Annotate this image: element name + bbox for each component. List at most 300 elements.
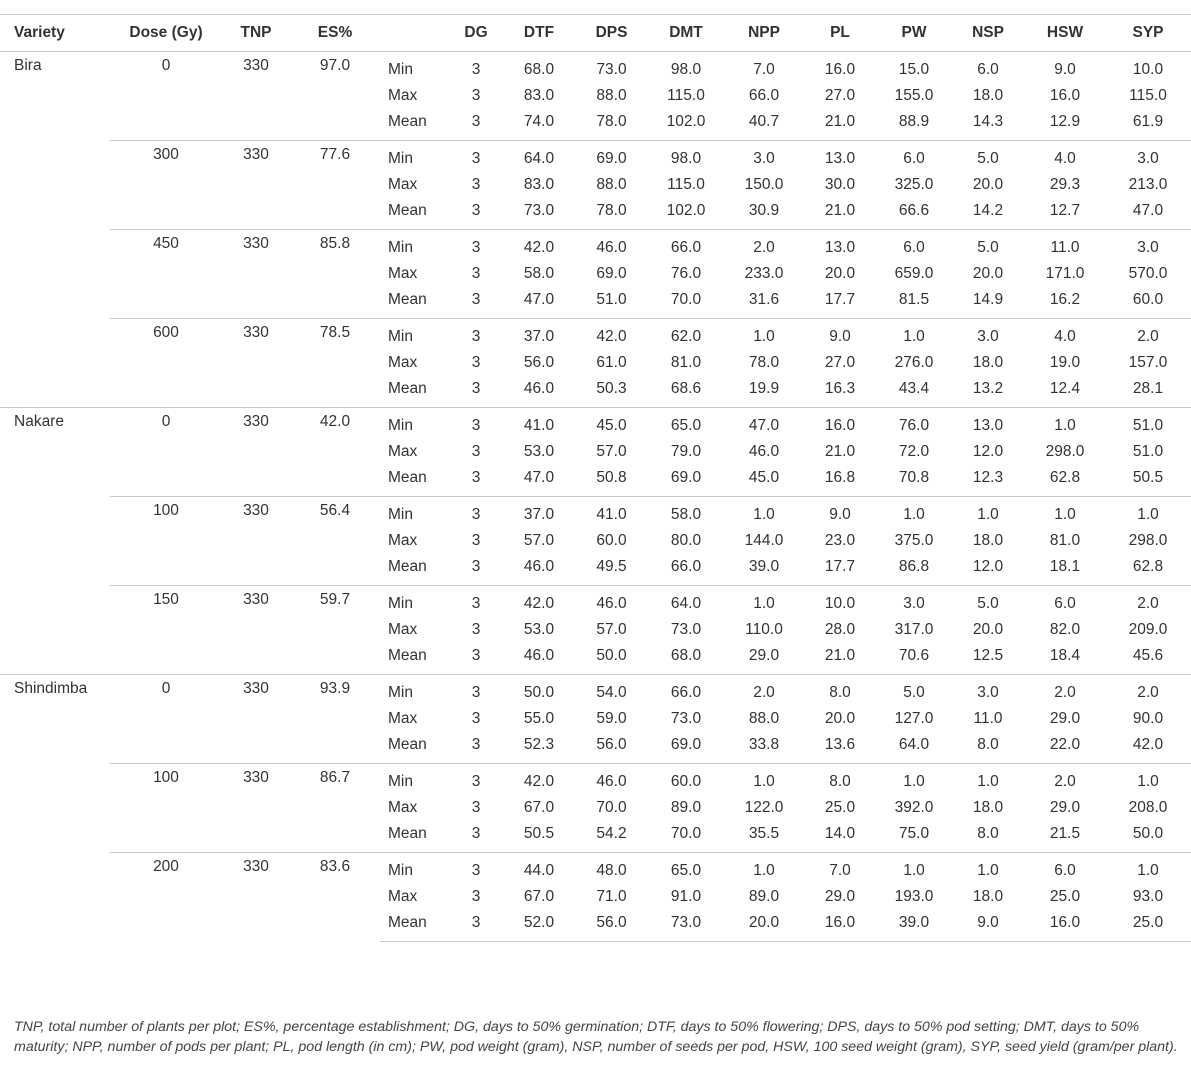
header-dps: DPS bbox=[576, 15, 647, 52]
es-cell: 85.8 bbox=[290, 230, 380, 319]
pw-cell: 70.8 bbox=[898, 469, 930, 486]
dmt-cell: 64.0 bbox=[647, 586, 725, 618]
npp-cell: 2.0 bbox=[725, 675, 803, 707]
nsp-cell: 8.0 bbox=[977, 736, 999, 753]
dtf-cell: 50.5 bbox=[523, 825, 555, 842]
dps-cell: 57.0 bbox=[596, 621, 627, 638]
header-dtf: DTF bbox=[502, 15, 576, 52]
hsw-cell: 12.7 bbox=[1049, 202, 1081, 219]
dmt-cell: 98.0 bbox=[670, 61, 702, 78]
variety-cell bbox=[0, 230, 110, 319]
npp-cell: 31.6 bbox=[748, 291, 780, 308]
tnp-cell: 330 bbox=[222, 408, 290, 497]
stat-label-cell: Mean bbox=[388, 825, 427, 842]
npp-cell: 45.0 bbox=[748, 469, 780, 486]
nsp-cell: 20.0 bbox=[972, 265, 1004, 282]
nsp-cell: 18.0 bbox=[972, 888, 1004, 905]
hsw-cell: 4.0 bbox=[1025, 141, 1105, 173]
hsw-cell: 81.0 bbox=[1049, 532, 1081, 549]
npp-cell: 39.0 bbox=[748, 558, 780, 575]
pw-cell: 1.0 bbox=[877, 764, 951, 796]
stat-label-cell: Max bbox=[388, 799, 418, 816]
table-row bbox=[0, 586, 1191, 618]
dps-cell: 78.0 bbox=[596, 113, 627, 130]
dmt-cell: 73.0 bbox=[647, 910, 725, 942]
dmt-cell: 66.0 bbox=[670, 558, 702, 575]
dg-cell: 3 bbox=[471, 647, 481, 664]
dps-cell: 56.0 bbox=[596, 736, 627, 753]
data-table bbox=[0, 14, 1191, 942]
dmt-cell: 62.0 bbox=[647, 319, 725, 351]
stat-label-cell: Min bbox=[380, 408, 450, 440]
dps-cell: 56.0 bbox=[576, 910, 647, 942]
dps-cell: 73.0 bbox=[596, 61, 627, 78]
syp-cell: 3.0 bbox=[1105, 141, 1191, 173]
pw-cell: 1.0 bbox=[877, 319, 951, 351]
dtf-cell: 83.0 bbox=[523, 87, 555, 104]
dg-cell: 3 bbox=[450, 586, 502, 618]
dtf-cell: 67.0 bbox=[523, 799, 555, 816]
pl-cell: 13.0 bbox=[803, 141, 877, 173]
pl-cell: 14.0 bbox=[824, 825, 856, 842]
syp-cell: 3.0 bbox=[1105, 230, 1191, 262]
dps-cell: 57.0 bbox=[596, 443, 627, 460]
npp-cell: 35.5 bbox=[748, 825, 780, 842]
npp-cell: 150.0 bbox=[744, 176, 784, 193]
dmt-cell: 80.0 bbox=[670, 532, 702, 549]
syp-cell: 2.0 bbox=[1105, 319, 1191, 351]
stat-label-cell: Mean bbox=[388, 380, 427, 397]
npp-cell: 20.0 bbox=[725, 910, 803, 942]
dg-cell: 3 bbox=[450, 408, 502, 440]
pl-cell: 30.0 bbox=[824, 176, 856, 193]
dmt-cell: 68.0 bbox=[670, 647, 702, 664]
dose-cell: 600 bbox=[110, 319, 222, 408]
tnp-cell: 330 bbox=[222, 319, 290, 408]
dps-cell: 50.3 bbox=[596, 380, 627, 397]
npp-cell: 66.0 bbox=[748, 87, 780, 104]
variety-cell bbox=[0, 764, 110, 853]
pl-cell: 16.0 bbox=[803, 408, 877, 440]
npp-cell: 1.0 bbox=[725, 497, 803, 529]
syp-cell: 50.5 bbox=[1132, 469, 1164, 486]
dps-cell: 50.8 bbox=[596, 469, 627, 486]
dps-cell: 61.0 bbox=[596, 354, 627, 371]
variety-cell bbox=[0, 853, 110, 942]
pl-cell: 17.7 bbox=[824, 291, 856, 308]
header-variety: Variety bbox=[0, 15, 110, 52]
nsp-cell: 1.0 bbox=[951, 764, 1025, 796]
nsp-cell: 13.0 bbox=[951, 408, 1025, 440]
pw-cell: 70.6 bbox=[898, 647, 930, 664]
header-pw: PW bbox=[877, 15, 951, 52]
npp-cell: 1.0 bbox=[725, 586, 803, 618]
nsp-cell: 1.0 bbox=[951, 497, 1025, 529]
pl-cell: 16.0 bbox=[824, 61, 856, 78]
syp-cell: 298.0 bbox=[1128, 532, 1168, 549]
dps-cell: 54.0 bbox=[576, 675, 647, 707]
hsw-cell: 29.0 bbox=[1049, 799, 1081, 816]
dg-cell: 3 bbox=[471, 265, 481, 282]
dtf-cell: 56.0 bbox=[523, 354, 555, 371]
table-row bbox=[0, 853, 1191, 885]
dmt-cell: 68.6 bbox=[670, 380, 702, 397]
pl-cell: 8.0 bbox=[803, 675, 877, 707]
dmt-cell: 79.0 bbox=[670, 443, 702, 460]
es-cell: 59.7 bbox=[290, 586, 380, 675]
nsp-cell: 6.0 bbox=[977, 61, 999, 78]
dtf-cell: 41.0 bbox=[502, 408, 576, 440]
dose-cell: 0 bbox=[110, 675, 222, 764]
es-cell: 86.7 bbox=[290, 764, 380, 853]
stat-label-cell: Mean bbox=[388, 736, 427, 753]
pl-cell: 28.0 bbox=[824, 621, 856, 638]
hsw-cell: 1.0 bbox=[1025, 408, 1105, 440]
nsp-cell: 14.2 bbox=[972, 202, 1004, 219]
syp-cell: 1.0 bbox=[1105, 497, 1191, 529]
hsw-cell: 22.0 bbox=[1049, 736, 1081, 753]
dps-cell: 51.0 bbox=[596, 291, 627, 308]
pl-cell: 9.0 bbox=[803, 319, 877, 351]
dmt-cell: 98.0 bbox=[647, 141, 725, 173]
nsp-cell: 14.9 bbox=[972, 291, 1004, 308]
header-dg: DG bbox=[450, 15, 502, 52]
syp-cell: 208.0 bbox=[1128, 799, 1168, 816]
pl-cell: 13.0 bbox=[803, 230, 877, 262]
stat-label-cell: Max bbox=[388, 443, 418, 460]
dose-cell: 300 bbox=[110, 141, 222, 230]
hsw-cell: 18.1 bbox=[1049, 558, 1081, 575]
stat-label-cell: Max bbox=[388, 621, 418, 638]
dose-cell: 100 bbox=[110, 497, 222, 586]
syp-cell: 61.9 bbox=[1132, 113, 1164, 130]
dtf-cell: 58.0 bbox=[523, 265, 555, 282]
hsw-cell: 18.4 bbox=[1049, 647, 1081, 664]
hsw-cell: 16.0 bbox=[1049, 87, 1081, 104]
pw-cell: 317.0 bbox=[894, 621, 934, 638]
header-nsp: NSP bbox=[951, 15, 1025, 52]
es-cell: 77.6 bbox=[290, 141, 380, 230]
table-footnote: TNP, total number of plants per plot; ES%, percentage establishment; DG, days to 50% germination; DTF, days to 50% flowering; DPS, days to 50% pod setting; DMT, days to 50% maturity; NPP, number of pods per plant; PL, pod length (in cm); PW, pod weight (gram), NSP, number of seeds per pod, HSW, 100 seed weight (gram), SYP, seed yield (gram/per plant). bbox=[14, 1019, 1178, 1055]
dtf-cell: 47.0 bbox=[523, 469, 555, 486]
pl-cell: 25.0 bbox=[824, 799, 856, 816]
dg-cell: 3 bbox=[471, 736, 481, 753]
header-syp: SYP bbox=[1105, 15, 1191, 52]
dmt-cell: 115.0 bbox=[667, 176, 705, 193]
pl-cell: 27.0 bbox=[824, 354, 856, 371]
dg-cell: 3 bbox=[471, 443, 481, 460]
dmt-cell: 73.0 bbox=[670, 621, 702, 638]
nsp-cell: 5.0 bbox=[951, 141, 1025, 173]
dmt-cell: 102.0 bbox=[666, 113, 706, 130]
stat-label-cell: Min bbox=[380, 675, 450, 707]
syp-cell: 45.6 bbox=[1132, 647, 1164, 664]
pl-cell: 9.0 bbox=[803, 497, 877, 529]
variety-cell bbox=[0, 586, 110, 675]
pw-cell: 1.0 bbox=[877, 497, 951, 529]
tnp-cell: 330 bbox=[222, 764, 290, 853]
syp-cell: 50.0 bbox=[1132, 825, 1164, 842]
header-pl: PL bbox=[803, 15, 877, 52]
nsp-cell: 3.0 bbox=[951, 675, 1025, 707]
npp-cell: 7.0 bbox=[753, 61, 775, 78]
syp-cell: 42.0 bbox=[1132, 736, 1164, 753]
npp-cell: 33.8 bbox=[748, 736, 780, 753]
hsw-cell: 1.0 bbox=[1025, 497, 1105, 529]
dg-cell: 3 bbox=[450, 141, 502, 173]
tnp-cell: 330 bbox=[222, 141, 290, 230]
syp-cell: 60.0 bbox=[1132, 291, 1164, 308]
hsw-cell: 29.0 bbox=[1049, 710, 1081, 727]
header-hsw: HSW bbox=[1025, 15, 1105, 52]
dg-cell: 3 bbox=[471, 202, 481, 219]
nsp-cell: 14.3 bbox=[972, 113, 1004, 130]
nsp-cell: 20.0 bbox=[972, 176, 1004, 193]
syp-cell: 570.0 bbox=[1128, 265, 1168, 282]
stat-label-cell: Mean bbox=[388, 113, 427, 130]
variety-cell: Shindimba bbox=[0, 675, 110, 764]
stat-label-cell: Min bbox=[388, 61, 413, 78]
dmt-cell: 69.0 bbox=[670, 469, 702, 486]
stat-label-cell: Min bbox=[380, 319, 450, 351]
variety-cell bbox=[0, 497, 110, 586]
dmt-cell: 66.0 bbox=[647, 675, 725, 707]
dmt-cell: 91.0 bbox=[670, 888, 702, 905]
pl-cell: 13.6 bbox=[824, 736, 856, 753]
pl-cell: 27.0 bbox=[824, 87, 856, 104]
npp-cell: 233.0 bbox=[744, 265, 784, 282]
dtf-cell: 67.0 bbox=[523, 888, 555, 905]
variety-cell: Bira bbox=[14, 57, 42, 74]
pl-cell: 21.0 bbox=[824, 443, 856, 460]
stat-label-cell: Mean bbox=[388, 647, 427, 664]
dtf-cell: 52.3 bbox=[523, 736, 555, 753]
dps-cell: 46.0 bbox=[576, 586, 647, 618]
hsw-cell: 16.2 bbox=[1049, 291, 1081, 308]
pw-cell: 39.0 bbox=[877, 910, 951, 942]
dps-cell: 49.5 bbox=[596, 558, 627, 575]
hsw-cell: 12.9 bbox=[1049, 113, 1081, 130]
hsw-cell: 29.3 bbox=[1049, 176, 1081, 193]
nsp-cell: 12.3 bbox=[972, 469, 1004, 486]
dg-cell: 3 bbox=[450, 319, 502, 351]
dtf-cell: 74.0 bbox=[523, 113, 555, 130]
stat-label-cell: Max bbox=[388, 710, 418, 727]
dmt-cell: 73.0 bbox=[670, 710, 702, 727]
dg-cell: 3 bbox=[450, 853, 502, 885]
npp-cell: 47.0 bbox=[725, 408, 803, 440]
pw-cell: 72.0 bbox=[898, 443, 930, 460]
nsp-cell: 3.0 bbox=[951, 319, 1025, 351]
hsw-cell: 2.0 bbox=[1025, 675, 1105, 707]
syp-cell: 209.0 bbox=[1128, 621, 1168, 638]
pl-cell: 17.7 bbox=[824, 558, 856, 575]
pw-cell: 6.0 bbox=[877, 141, 951, 173]
table-row bbox=[0, 497, 1191, 529]
pw-cell: 6.0 bbox=[877, 230, 951, 262]
pl-cell: 10.0 bbox=[803, 586, 877, 618]
dtf-cell: 64.0 bbox=[502, 141, 576, 173]
nsp-cell: 18.0 bbox=[972, 87, 1004, 104]
pw-cell: 75.0 bbox=[898, 825, 930, 842]
pl-cell: 8.0 bbox=[803, 764, 877, 796]
dg-cell: 3 bbox=[471, 532, 481, 549]
tnp-cell: 330 bbox=[222, 586, 290, 675]
pw-cell: 659.0 bbox=[894, 265, 934, 282]
dps-cell: 88.0 bbox=[596, 87, 627, 104]
dg-cell: 3 bbox=[471, 621, 481, 638]
table-header bbox=[0, 15, 1191, 52]
dose-cell: 0 bbox=[110, 408, 222, 497]
stat-label-cell: Mean bbox=[380, 910, 450, 942]
dg-cell: 3 bbox=[471, 888, 481, 905]
pw-cell: 375.0 bbox=[894, 532, 934, 549]
dtf-cell: 55.0 bbox=[523, 710, 555, 727]
nsp-cell: 20.0 bbox=[972, 621, 1004, 638]
stat-label-cell: Mean bbox=[388, 202, 427, 219]
syp-cell: 157.0 bbox=[1128, 354, 1168, 371]
stat-label-cell: Min bbox=[380, 497, 450, 529]
header-tnp: TNP bbox=[222, 15, 290, 52]
dtf-cell: 46.0 bbox=[523, 558, 555, 575]
npp-cell: 110.0 bbox=[745, 621, 783, 638]
pw-cell: 325.0 bbox=[894, 176, 934, 193]
hsw-cell: 9.0 bbox=[1054, 61, 1076, 78]
dmt-cell: 60.0 bbox=[647, 764, 725, 796]
pw-cell: 193.0 bbox=[894, 888, 934, 905]
dps-cell: 54.2 bbox=[596, 825, 627, 842]
dg-cell: 3 bbox=[450, 910, 502, 942]
pw-cell: 43.4 bbox=[898, 380, 930, 397]
hsw-cell: 4.0 bbox=[1025, 319, 1105, 351]
pl-cell: 23.0 bbox=[824, 532, 856, 549]
stat-label-cell: Min bbox=[380, 230, 450, 262]
pw-cell: 64.0 bbox=[898, 736, 930, 753]
syp-cell: 1.0 bbox=[1105, 764, 1191, 796]
syp-cell: 28.1 bbox=[1132, 380, 1164, 397]
nsp-cell: 18.0 bbox=[972, 532, 1004, 549]
pw-cell: 5.0 bbox=[877, 675, 951, 707]
nsp-cell: 12.0 bbox=[972, 443, 1004, 460]
dg-cell: 3 bbox=[471, 380, 481, 397]
stat-label-cell: Mean bbox=[388, 469, 427, 486]
hsw-cell: 298.0 bbox=[1045, 443, 1085, 460]
dtf-cell: 83.0 bbox=[523, 176, 555, 193]
table-row bbox=[0, 319, 1191, 351]
hsw-cell: 6.0 bbox=[1025, 586, 1105, 618]
nsp-cell: 1.0 bbox=[951, 853, 1025, 885]
dmt-cell: 65.0 bbox=[647, 408, 725, 440]
es-cell: 78.5 bbox=[290, 319, 380, 408]
pl-cell: 16.0 bbox=[803, 910, 877, 942]
table-row bbox=[0, 408, 1191, 440]
pl-cell: 20.0 bbox=[824, 265, 856, 282]
npp-cell: 29.0 bbox=[748, 647, 780, 664]
tnp-cell: 330 bbox=[222, 853, 290, 942]
stat-label-cell: Max bbox=[388, 265, 418, 282]
pl-cell: 21.0 bbox=[824, 113, 856, 130]
stat-label-cell: Max bbox=[388, 532, 418, 549]
dps-cell: 60.0 bbox=[596, 532, 627, 549]
dtf-cell: 42.0 bbox=[502, 586, 576, 618]
hsw-cell: 12.4 bbox=[1049, 380, 1081, 397]
tnp-cell: 330 bbox=[222, 497, 290, 586]
variety-cell bbox=[0, 141, 110, 230]
syp-cell: 213.0 bbox=[1128, 176, 1168, 193]
hsw-cell: 171.0 bbox=[1045, 265, 1085, 282]
dps-cell: 45.0 bbox=[576, 408, 647, 440]
dg-cell: 3 bbox=[471, 291, 481, 308]
dps-cell: 69.0 bbox=[576, 141, 647, 173]
pw-cell: 15.0 bbox=[898, 61, 930, 78]
dps-cell: 78.0 bbox=[596, 202, 627, 219]
dmt-cell: 76.0 bbox=[670, 265, 702, 282]
syp-cell: 1.0 bbox=[1105, 853, 1191, 885]
stat-label-cell: Min bbox=[380, 586, 450, 618]
npp-cell: 78.0 bbox=[748, 354, 780, 371]
es-cell: 56.4 bbox=[290, 497, 380, 586]
dps-cell: 88.0 bbox=[596, 176, 627, 193]
dg-cell: 3 bbox=[471, 469, 481, 486]
dg-cell: 3 bbox=[471, 558, 481, 575]
dmt-cell: 69.0 bbox=[670, 736, 702, 753]
dps-cell: 46.0 bbox=[576, 764, 647, 796]
dtf-cell: 47.0 bbox=[523, 291, 555, 308]
dtf-cell: 44.0 bbox=[502, 853, 576, 885]
npp-cell: 19.9 bbox=[748, 380, 780, 397]
dmt-cell: 65.0 bbox=[647, 853, 725, 885]
dps-cell: 71.0 bbox=[596, 888, 627, 905]
hsw-cell: 16.0 bbox=[1025, 910, 1105, 942]
nsp-cell: 18.0 bbox=[972, 354, 1004, 371]
stat-label-cell: Max bbox=[388, 87, 418, 104]
dmt-cell: 89.0 bbox=[670, 799, 702, 816]
stat-label-cell: Min bbox=[380, 764, 450, 796]
dps-cell: 50.0 bbox=[596, 647, 627, 664]
dg-cell: 3 bbox=[471, 354, 481, 371]
nsp-cell: 18.0 bbox=[972, 799, 1004, 816]
dps-cell: 59.0 bbox=[596, 710, 627, 727]
syp-cell: 51.0 bbox=[1132, 443, 1164, 460]
stat-label-cell: Min bbox=[380, 853, 450, 885]
syp-cell: 115.0 bbox=[1129, 87, 1167, 104]
header-dose: Dose (Gy) bbox=[110, 15, 222, 52]
pw-cell: 276.0 bbox=[894, 354, 934, 371]
dose-cell: 100 bbox=[110, 764, 222, 853]
pw-cell: 155.0 bbox=[894, 87, 934, 104]
npp-cell: 88.0 bbox=[748, 710, 780, 727]
pw-cell: 1.0 bbox=[877, 853, 951, 885]
npp-cell: 2.0 bbox=[725, 230, 803, 262]
dg-cell: 3 bbox=[450, 675, 502, 707]
nsp-cell: 12.0 bbox=[972, 558, 1004, 575]
dmt-cell: 58.0 bbox=[647, 497, 725, 529]
dtf-cell: 37.0 bbox=[502, 319, 576, 351]
syp-cell: 25.0 bbox=[1105, 910, 1191, 942]
dmt-cell: 102.0 bbox=[666, 202, 706, 219]
stat-label-cell: Min bbox=[380, 141, 450, 173]
header-npp: NPP bbox=[725, 15, 803, 52]
dg-cell: 3 bbox=[471, 87, 481, 104]
nsp-cell: 9.0 bbox=[951, 910, 1025, 942]
npp-cell: 144.0 bbox=[744, 532, 784, 549]
es-cell: 42.0 bbox=[290, 408, 380, 497]
npp-cell: 46.0 bbox=[748, 443, 780, 460]
pl-cell: 16.3 bbox=[824, 380, 856, 397]
es-cell: 93.9 bbox=[290, 675, 380, 764]
dps-cell: 48.0 bbox=[576, 853, 647, 885]
dose-cell: 200 bbox=[110, 853, 222, 942]
